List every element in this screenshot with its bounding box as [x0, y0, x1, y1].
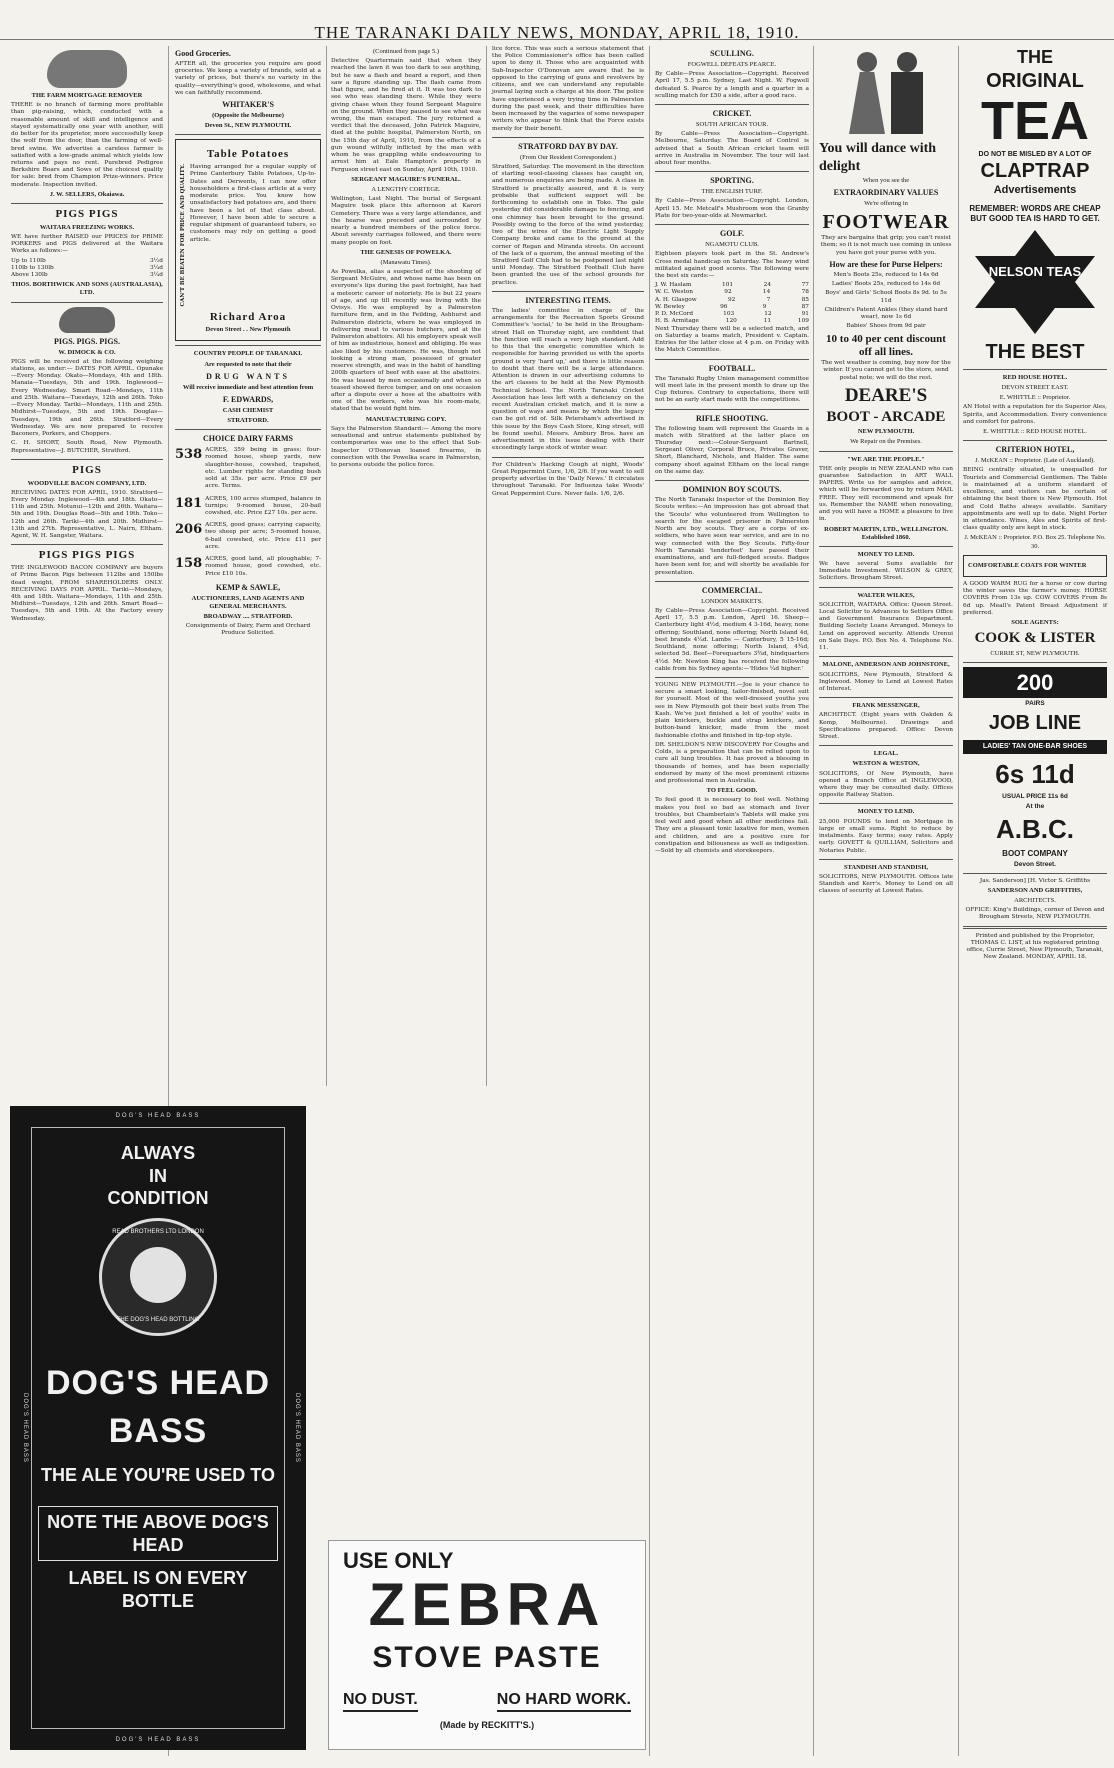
- sporting-heading: SPORTING.: [710, 176, 754, 186]
- farm-signature: J. W. SELLERS, Okaiawa.: [49, 190, 125, 198]
- kemp-footer: Consignments of Dairy, Farm and Orchard Produce Solicited.: [185, 623, 311, 637]
- coats-text: A GOOD WARM RUG for a horse or cow during the winter saves the farmer's money. HORSE COVERS From 13s up. COW COVERS From 8s 6d up. Meall's Patent Breast Adjustment if preferred.: [963, 580, 1107, 616]
- dance-extraordinary: EXTRAORDINARY VALUES: [833, 188, 939, 198]
- drug-heading: COUNTRY PEOPLE OF TARANAKI.: [193, 350, 303, 358]
- dairy-item: 158 ACRES, good land, all ploughable; 7-roomed house, good cowshed, etc. Price £10 10s.: [175, 556, 321, 577]
- tea-misled: DO NOT BE MISLED BY A LOT OF: [978, 150, 1092, 158]
- people-text: THE only people in NEW ZEALAND who can guarantee Satisfaction in ART WALL PAPERS. Write us for samples and advice, which will be forwarded you by return MAIL FREE. They will recommend and speak for us. Remember the NAME when renovating, and you will have a HOME a pleasure to live in.: [819, 465, 953, 523]
- zebra-stove-paste-ad: [328, 1540, 646, 1750]
- drug-text: Are requested to note that their: [204, 360, 292, 368]
- golf-text: Eighteen players took part in the St. Andrew's Cross medal handicap on Saturday. The heavy wind militated against good scores. The following were the best six cards:—: [655, 251, 809, 280]
- coats-box: [963, 555, 1107, 577]
- scouts-text: The North Taranaki Inspector of the Dominion Boy Scouts writes:—An impression has got abroad that the 'Scouts' who volunteered from Wellington to search for the escaped prisoner in Palmerston North are boy scouts. They are a corps of ex-soldiers, who have seen war service, and are in no way connected with the Boy Scouts. Fifty-four North Taranaki 'tenderfeet' have passed their examinations, and are full-fledged scouts. Badges have been sent for, and will shortly be available for presentation.: [655, 497, 809, 576]
- purse-item: Babies' Shoes from 9d pair: [846, 323, 926, 330]
- police-text: lice force. This was such a serious statement that the Police Commissioner's office has been called upon to deny it. Those who are acquainted with Sub-Inspector O'Donovan are aware that he is opposed to the carrying of guns and revolvers by citizens, and we can understand any reputable journal laying such a charge at his door. The police have experienced a very trying time in Palmerston during the past week, and their difficulties have been increased by the vagaries of some newspaper writers who appear to think that the Force exists merely for their benefit.: [492, 46, 644, 132]
- potatoes-heading: Table Potatoes: [206, 148, 290, 161]
- golf-row: J. W. Haslam 101 24 77: [655, 282, 809, 289]
- tea-ad: [963, 46, 1107, 365]
- job-at: At the: [1025, 802, 1045, 810]
- discount-heading: 10 to 40 per cent discount off all lines.: [826, 332, 946, 359]
- pigs-sub-1: WAITARA FREEZING WORKS.: [39, 223, 135, 231]
- cook-lister: COOK & LISTER: [974, 630, 1096, 647]
- drug-name: F. EDWARDS,: [222, 394, 274, 404]
- cricket-sub: SOUTH AFRICAN TOUR.: [695, 121, 769, 129]
- money-text: We have several Sums available for Immediate Investment. WILSON & GREY, Solicitors. Brougham Street.: [819, 560, 953, 582]
- dog-head-icon: [130, 1247, 186, 1303]
- job-usual: USUAL PRICE 11s 6d: [1002, 792, 1068, 800]
- deares-heading: DEARE'S: [844, 384, 928, 406]
- purse-item: Ladies' Boots 25s, reduced to 14s 6d: [831, 281, 941, 288]
- copy-heading: MANUFACTURING COPY.: [365, 415, 447, 423]
- bass-condition: CONDITION: [107, 1188, 209, 1208]
- dairy-item: 538 ACRES, 359 being in grass; four-roomed house, sheep yards, new slaughter-house, cowshed, trapshed, etc. Lumber rights for standing bush sold at 35s. per acre. Price £9 per acre. Terms.: [175, 447, 321, 490]
- pigs-signature-2: C. H. SHORT, South Road, New Plymouth. Representative—J. BUTCHER, Stratford.: [11, 440, 163, 454]
- column-2: [172, 46, 324, 1186]
- pigs-heading-1: PIGS PIGS: [55, 208, 119, 221]
- drug-sub: CASH CHEMIST: [222, 406, 274, 414]
- people-signature: ROBERT MARTIN, LTD., WELLINGTON. Established 1860.: [824, 525, 948, 541]
- zebra-maker: (Made by RECKITT'S.): [439, 1720, 535, 1730]
- kemp-address: BROADWAY .... STRATFORD.: [203, 613, 293, 621]
- job-pairs: PAIRS: [1025, 700, 1045, 708]
- pigs-heading-4: PIGS PIGS PIGS: [38, 549, 136, 562]
- column-5: [652, 46, 812, 1756]
- red-house-prop: E. WHITTLE :: Proprietor.: [999, 394, 1071, 402]
- pigs-heading-3: PIGS: [72, 463, 102, 476]
- purse-item: Men's Boots 25s, reduced to 14s 6d: [833, 271, 939, 278]
- tea-advertisements: Advertisements: [993, 184, 1077, 197]
- discount-text: The wet weather is coming, buy now for the winter. If you cannot get to the store, send postal note; we will do the rest.: [821, 360, 951, 381]
- coats-agents: SOLE AGENTS:: [1011, 618, 1059, 626]
- deares-town: NEW PLYMOUTH.: [857, 428, 915, 436]
- sporting-text: By Cable—Press Association—Copyright. London, April 15. Mr. Metcalf's Mushroom won the Granby Plate for two-year-olds at Newmarket.: [655, 198, 809, 219]
- arch-text: OFFICE: King's Buildings, corner of Devon and Brougham Streets, NEW PLYMOUTH.: [965, 907, 1105, 921]
- legal-heading: LEGAL.: [873, 750, 899, 758]
- potatoes-box: [175, 139, 321, 341]
- dairy-item: 206 ACRES, good grass; carrying capacity, two sheep per acre; 5-roomed house, 6-bail cowshed, etc. Price £11 per acre.: [175, 522, 321, 550]
- wilkes-heading: WALTER WILKES,: [857, 591, 915, 599]
- cricket-text: By Cable—Press Association—Copyright. Melbourne, Saturday. The Board of Control is advised that a South African cricket team will arrive in Australia in November. The tour will last about four months.: [655, 131, 809, 167]
- continued-note: (Continued from page 5.): [372, 48, 440, 55]
- bass-title: BASS: [108, 1411, 208, 1450]
- dancers-illustration: [819, 48, 953, 138]
- pigs-firm-3: WOODVILLE BACON COMPANY, LTD.: [27, 479, 147, 487]
- farm-text: THERE is no branch of farming more profitable than pig-raising, which, conducted with a reasonable amount of skill and intelligence and stayed systematically one year with another, will do better for its proprietor, more successfully keep the wolf from the door, than the farming of well-bred swine. We advertise a careless farmer is satisfied with a low-grade animal which yields low returns and pays no rent. Purebred Pedigree Berkshire Boars and Sows of the choicest quality for sale: bred from Champion Prize-winners. Price moderate. Inspection invited.: [11, 102, 163, 188]
- criterion-heading: CRITERION HOTEL,: [995, 445, 1075, 455]
- zebra-no-hard-work: NO HARD WORK.: [497, 1690, 631, 1712]
- sheldon-text: DR. SHELDON'S NEW DISCOVERY For Coughs and Colds, is a preparation that can be relied upon to cure all lung troubles. It has proved a blessing in thousands of homes, and has been especially endorsed by many of the most prominent citizens and professional men in Australia.: [655, 741, 809, 785]
- potatoes-side: CAN'T BE BEATEN FOR PRICE AND QUALITY.: [180, 164, 186, 307]
- pigs-text-3: RECEIVING DATES FOR APRIL, 1910. Stratford—Every Monday. Inglewood—4th and 18th. Okato—11th and 25th. Motunui—12th and 26th. Waitara—5th and 19th. Douglas Road—5th and 19th. Toko—12th and 26th. Tariki—4th and 20th. Midhirst—13th and 27th. Representative, L. Nairn, Eltham. Agent, W. H. Sangster, Waitara.: [11, 489, 163, 540]
- feel-good-text: To feel good it is necessary to feel well. Nothing makes you feel so bad as stomach and liver troubles, but Chamberlain's Tablets will make you feel well and good when all other medicines fail. They are a pleasant tonic laxative for men, women and children, and are a positive cure for constipation and biliousness as well as indigestion.—Sold by all chemists and storekeepers.: [655, 797, 809, 855]
- criterion-text: BEING centrally situated, is unequalled for Tourists and Commercial Gentlemen. The Table is maintained at a uniform standard of excellence, and visitors can be certain of obtaining the best there is New Plymouth. Hot and Cold Baths always available. Sanitary appointments are well up to date. Night Porter in attendance. Wines, Ales and Spirits of first-class quality only are kept in stock.: [963, 467, 1107, 532]
- golf-row: P. D. McCord 103 12 91: [655, 311, 809, 318]
- rifle-heading: RIFLE SHOOTING.: [695, 413, 768, 423]
- pig-illustration: [47, 50, 127, 88]
- criterion-footer: J. McKEAN :: Proprietor. P.O. Box 25. Telephone No. 30.: [964, 534, 1106, 550]
- bass-note: NOTE THE ABOVE DOG'S HEAD: [38, 1506, 278, 1561]
- stratford-sub: (From Our Resident Correspondent.): [519, 153, 617, 161]
- whitakers-sub: (Opposite the Melbourne): [212, 112, 284, 120]
- pigs-heading-2: PIGS. PIGS. PIGS.: [53, 336, 120, 346]
- job-shoes: LADIES' TAN ONE-BAR SHOES: [963, 740, 1107, 755]
- golf-row: H. B. Armitage 120 11 109: [655, 318, 809, 325]
- pig-illustration-small: [59, 307, 115, 333]
- job-price: 6s 11d: [995, 759, 1075, 790]
- arch-names: Jas. Sanderson] [H. Victor S. Griffiths: [979, 877, 1091, 884]
- pigs-signature-1: THOS. BORTHWICK AND SONS (AUSTRALASIA), LTD.: [11, 281, 163, 297]
- lend-text: 25,000 POUNDS to lend on Mortgage in large or small sums. Right to reduce by instalments. Easy terms; easy rates. Apply early. GOVETT & QUILLIAM, Solicitors and Notaries Public.: [819, 818, 953, 854]
- pigs-text-2: PIGS will be received at the following weighing stations, as under:— DATES FOR APRIL. Opunake—Every Monday. Okato—Mondays, 4th and 18th. Manaia—Tuesdays, 5th and 19th. Inglewood—Every Wednesday. Smart Road—Mondays, 11th and 25th. Waitara—Tuesdays, 12th and 26th. Toko—Every Monday. Tariki—Mondays, 11th and 25th. Midhirst—Tuesdays, 5th and 19th. Douglas—Tuesdays, 19th and 26th. Stratford—Every Wednesday. We are now prepared to receive Baconers, Porkers, and Choppers.: [11, 358, 163, 438]
- arch-firm: SANDERSON AND GRIFFITHS,: [987, 886, 1083, 894]
- pigs-text-1: WE have further RAISED our PRICES for PRIME PORKERS and PIGS delivered at the Waitara Works as follows:—: [11, 233, 163, 255]
- stratford-text: Stratford, Saturday. The movement in the direction of starting wool-classing classes has caught on, and numerous enquiries are being made. A class in Stratford is practically assured, and it is very probable that sufficient support will be forthcoming to establish one in Toko. The gale yesterday did considerable damage to fencing, and one chimney has been brought to the ground. Possibly owing to the force of the wind yesterday, two of the wires of the Electric Light Supply Company broke and came to the ground at the corner of Regan and Miranda streets. On account of the lack of a quorum, the annual meeting of the Stratford Golf Club had to be postponed last night until Monday. The Stratford Football Club have been granted the use of the school grounds for practice.: [492, 163, 644, 286]
- tea-big: TEA: [981, 90, 1089, 151]
- deares-arcade: BOOT - ARCADE: [826, 408, 946, 425]
- sporting-sub: THE ENGLISH TURF.: [701, 188, 763, 196]
- drug-text-2: Will receive immediate and best attention from: [182, 383, 314, 391]
- golf-row: A. H. Glasgow 92 7 85: [655, 296, 809, 303]
- purse-item: Children's Patent Ankles (they stand hard wear), now 1s 6d: [824, 306, 948, 321]
- copy-text: Says the Palmerston Standard:— Among the more sensational and untrue statements published by contemporaries was one to the effect that Sub-Inspector O'Donovan loaned firearms, in connection with the Powelka scare in Palmerston, to persons outside the police force.: [331, 425, 481, 468]
- golf-sub: NGAMOTU CLUB.: [705, 241, 759, 249]
- masthead: THE TARANAKI DAILY NEWS, MONDAY, APRIL 18, 1910.: [0, 0, 1114, 40]
- pigs-firm-2: W. DIMOCK & CO.: [58, 348, 116, 356]
- cricket-heading: CRICKET.: [712, 109, 752, 119]
- funeral-subheading: A LENGTHY CORTEGE.: [371, 186, 441, 193]
- column-6: [816, 46, 956, 1756]
- purse-item: Boys' and Girls' School Boots 8s 9d. to 5s 11d: [825, 290, 947, 304]
- weston-text: SOLICITORS, Of New Plymouth, have opened a Branch Office at INGLEWOOD, where they may be consulted daily. Offices opposite Railway Station.: [819, 770, 953, 799]
- dance-heading: You will dance with delight: [819, 141, 937, 174]
- dairy-heading: CHOICE DAIRY FARMS: [203, 434, 293, 444]
- malone-heading: MALONE, ANDERSON AND JOHNSTONE,: [822, 661, 950, 669]
- powelka-heading: THE GENESIS OF POWELKA.: [360, 248, 452, 256]
- column-4: [489, 46, 647, 1086]
- funeral-heading: SERGEANT MAGUIRE'S FUNERAL.: [351, 175, 461, 183]
- coats-heading: COMFORTABLE COATS FOR WINTER: [968, 561, 1087, 569]
- standish-heading: STANDISH AND STANDISH,: [843, 863, 929, 871]
- red-house-heading: RED HOUSE HOTEL.: [1002, 374, 1068, 381]
- red-house-footer: E. WHITTLE :: RED HOUSE HOTEL.: [983, 428, 1087, 436]
- cook-lister-address: CURRIE ST, NEW PLYMOUTH.: [990, 649, 1080, 657]
- abc-name: A.B.C.: [996, 814, 1074, 845]
- sculling-text: By Cable—Press Association—Copyright. Received April 17, 5.5 p.m. Sydney, Last Night. W. Fogwell defeated S. Pearce by a length and a quarter in a sculling match for £50 a side, after a good race.: [655, 71, 809, 99]
- bass-dogs-head: DOG'S HEAD: [46, 1363, 270, 1402]
- arch-sub: ARCHITECTS.: [1014, 897, 1056, 905]
- dogs-head-bass-ad: DOG'S HEAD BASS DOG'S HEAD BASS DOG'S HEAD BASS DOG'S HEAD BASS ALWAYS IN CONDITION READ BROTHERS LTD LONDON THE DOG'S HEAD BOTTLING DOG'S HEAD BASS THE ALE YOU'RE USED TO NOTE THE ABOVE DOG'S HEAD LABEL IS ON EVERY BOTTLE: [10, 1106, 306, 1750]
- powelka-text: As Powelka, alias a suspected of the shooting of Sergeant McGuire, and whose name has been on everyone's lips during the past fortnight, has had a meteoric career of notoriety. He is but 22 years of age, and up till recently was living with the Ovisys. He was employed by a Palmerston furniture firm, and in the Feilding, Ashhurst and Palmerston districts, where he was employed in delivering meat to various butchers, and at the Palmerston abattoirs. All his employers speak well of him as industrious, honest and obliging. He was also liked by his customers. He was, though not looking a strong man, possessed of greater reserve strength, and was in the habit of handling 200lb quarters of beef with ease at the abattoirs. He was teased by men occasionally and when so teased showed fierce temper, and on one occasion after a dispute over a hose at the abattoirs with one of the workers, who was his room-mate, stated that he would fight him.: [331, 269, 481, 413]
- rifle-text: The following team will represent the Guards in a match with Stratford at the latter place on Thursday next:—Colour-Sergeant Bartnell, Sergeant Oliver, Corporal Bruce, Privates Graver, Short, Blanchard, Nichols, and Halder. The same company shoot against Eltham on the local range on the same day.: [655, 425, 809, 475]
- red-house-sub: DEVON STREET EAST.: [1001, 384, 1069, 392]
- red-house-text: AN Hotel with a reputation for its Superior Ales, Spirits, and Accommodation. Every convenience and comfort for patrons.: [963, 404, 1107, 425]
- tea-claptrap: CLAPTRAP: [980, 160, 1090, 183]
- aroa-name: Richard Aroa: [209, 310, 287, 323]
- frank-heading: FRANK MESSENGER,: [852, 702, 920, 710]
- pigs-text-4: THE INGLEWOOD BACON COMPANY are buyers of Prime Bacon Pigs between 112lbs and 150lbs dead weight, FROM SHAREHOLDERS ONLY. RECEIVING DAYS FOR APRIL. Tariki—Mondays, 4th and 18th. Waitara—Mondays, 11th and 25th. Midhirst—Tuesdays, 12th and 26th. Smart Road—Tuesdays, 5th and 19th. At the Factory every Wednesday.: [11, 565, 163, 622]
- potatoes-text: Having arranged for a regular supply of Prime Canterbury Table Potatoes, Up-to-Dates and Derwents, I can now offer householders a first-class article at a very moderate price. You know how unsatisfactory bad potatoes are, and there have been a lot of that class about. However, I have been able to secure a regular shipment of guaranteed tubers, so customers may rely on getting a good article.: [189, 164, 316, 243]
- drug-wants: DRUG WANTS: [206, 371, 290, 381]
- aroa-address: Devon Street . . New Plymouth: [205, 326, 291, 334]
- powelka-source: (Manawatu Times).: [380, 258, 432, 266]
- deares-footer: We Repair on the Premises.: [850, 438, 922, 446]
- commercial-text: By Cable—Press Association—Copyright. Received April 17, 5.5 p.m. London, April 16. Sheep—Canterbury light 4½d, medium 4 3-16d, heavy, none offering; Southland, none offering; North Island 4d, best brands 4¼d. Lambs — Canterbury, 5 15-16d; Southland, none offering; North Island, 4¾d, selected 5d. Beef—Forequarters 3¾d, hindquarters 4½d. Mr. Newton King has received the following cable from his Sydney agents:—'Hides ¼d higher.': [655, 607, 809, 672]
- funeral-text: Wellington, Last Night. The burial of Sergeant Maguire took place this afternoon at Karori Cemetery. There was a very large attendance, and the hearse was preceded and surrounded by nearly a hundred members of the police force. About seventy carriages followed, and there were many people on foot.: [331, 196, 481, 246]
- zebra-no-dust: NO DUST.: [343, 1690, 418, 1712]
- lend-heading: MONEY TO LEND.: [857, 808, 915, 816]
- whitakers-name: WHITAKER'S: [222, 100, 274, 110]
- tea-the: THE: [1017, 47, 1053, 67]
- sculling-heading: SCULLING.: [710, 49, 754, 58]
- kemp-name: KEMP & SAWLE,: [215, 582, 281, 592]
- article-text-1: Detective Quartermain said that when they reached the lawn it was too dark to see anything, but he saw a flash and heard a report, and then saw a figure standing up. The flash came from that figure, and he fired at it. It was too dark to see who was standing there. While they were giving chase when they found Sergeant Maguire on the ground. When they paused to see what was wrong, the man escaped. The jury returned a verdict that the deceased, John Patrick Maguire, died at the public hospital, Palmerston North, on the 15th day of April, 1910, from the effects of a gun wound wilfully inflicted by the man with whom he was grappling while endeavouring to arrest him at Eale Hampton's property in Ferguson street east on Sunday, April 10th, 1910.: [331, 58, 481, 173]
- dance-sub: When you see the: [862, 177, 910, 184]
- farm-caption: THE FARM MORTGAGE REMOVER: [31, 92, 143, 99]
- tea-remember: REMEMBER: WORDS ARE CHEAP BUT GOOD TEA IS HARD TO GET.: [969, 204, 1101, 223]
- items-heading: INTERESTING ITEMS.: [525, 295, 611, 305]
- bass-label: LABEL IS ON EVERY BOTTLE: [68, 1568, 248, 1611]
- bass-always: ALWAYS: [120, 1143, 196, 1163]
- column-7: [960, 46, 1110, 1756]
- tea-original: ORIGINAL: [986, 69, 1084, 92]
- dairy-item: 181 ACRES, 100 acres stumped, balance in turnips; 9-roomed house, 20-bail cowshed, etc. Price £27 10s. per acre.: [175, 495, 321, 516]
- stratford-heading: STRATFORD DAY BY DAY.: [518, 141, 618, 151]
- whitakers-address: Devon St., NEW PLYMOUTH.: [204, 122, 292, 130]
- job-number: 200: [963, 667, 1107, 699]
- dogs-head-seal: READ BROTHERS LTD LONDON THE DOG'S HEAD BOTTLING: [99, 1218, 217, 1336]
- purse-heading: How are these for Purse Helpers:: [829, 259, 943, 269]
- imprint: Printed and published by the Proprietor, THOMAS C. LIST, at his registered printing office, Currie Street, New Plymouth, Taranaki, New Zealand. MONDAY, APRIL 18.: [966, 932, 1104, 961]
- abc-sub: BOOT COMPANY: [1002, 848, 1068, 858]
- footwear-text: They are bargains that grip; you can't resist them; so it is not much use coming in unless you have got your purse with you.: [820, 235, 952, 256]
- golf-text-2: Next Thursday there will be a selected match, and on Saturday a teams match, President v. Captain. Entries for the latter close at 4 p.m. on Friday with the Match Committee.: [655, 325, 809, 354]
- bass-in: IN: [149, 1165, 167, 1186]
- zebra-use-only: USE ONLY: [343, 1548, 454, 1573]
- price-row: 110lb to 130lb 3¼d: [11, 264, 163, 271]
- zebra-title: ZEBRA: [368, 1570, 606, 1638]
- price-row: Above 130lb 3¼d: [11, 272, 163, 279]
- groceries-text: AFTER all, the groceries you require are good groceries. We keep a variety of brands, sold at a variety of prices, but there's no variety in the quality—everything's good, wholesome, and what we can faithfully recommend.: [175, 61, 321, 96]
- bass-ale: THE ALE YOU'RE USED TO: [41, 1464, 275, 1485]
- weston-heading: WESTON & WESTON,: [852, 760, 920, 768]
- items-text: The ladies' committee in charge of the arrangements for the Recreation Sports Ground Committee's 'social,' to be held in the Brougham-street Hall on Thursday night, are confident that the function will reach a very high standard. Add to this that the energetic committee which is responsible for having provided us with the sports ground is very 'hard up,' and there is little reason to doubt that there will be a large attendance. Attention is drawn in our advertising columns to the art classes to be held at the New Plymouth Technical School. The North Taranaki Cricket Association has less left with a deficiency on the recent Australian cricket match, and it is now a question of ways and means by which the legacy can be got rid of. Silk Petersham's advertised in this issue by the Boys Cash Store, King street, will be found useful. Messrs. Ambury Bros. have an advertisement in this issue dealing with their exceedingly large stock of winter wear.: [492, 307, 644, 452]
- money-heading: MONEY TO LEND.: [857, 550, 915, 558]
- football-heading: FOOTBALL.: [708, 363, 756, 373]
- drug-town: STRATFORD.: [227, 416, 269, 424]
- footwear-heading: FOOTWEAR: [822, 211, 950, 234]
- abc-address: Devon Street.: [1014, 860, 1056, 868]
- dance-offer: We're offering in: [864, 200, 908, 208]
- commercial-sub: LONDON MARKETS.: [701, 597, 763, 605]
- scouts-heading: DOMINION BOY SCOUTS.: [682, 485, 782, 495]
- kemp-sub: AUCTIONEERS, LAND AGENTS AND GENERAL MERCHANTS.: [191, 594, 305, 610]
- groceries-heading: Good Groceries.: [175, 49, 231, 58]
- sculling-sub: FOGWELL DEFEATS PEARCE.: [687, 61, 777, 68]
- tea-best: THE BEST: [985, 341, 1085, 363]
- golf-row: W. C. Weston 92 14 78: [655, 289, 809, 296]
- football-text: The Taranaki Rugby Union management committee will meet late in the present month to draw up the Cup fixtures. Contrary to expectations, there will not be an early start made with the competitions.: [655, 375, 809, 404]
- standish-text: SOLICITORS, NEW PLYMOUTH. Offices late Standish and Kerr's. Money to Lend on all classes of security at Lowest Rates.: [819, 873, 953, 895]
- golf-row: W. Bewley 96 9 87: [655, 303, 809, 310]
- cough-text: For Children's Hacking Cough at night, Woods' Great Peppermint Cure, 1/6, 2/6. If you want to sell property advertise in the 'Daily News.' It circulates throughout Taranaki. For Influenza take Woods' Great Peppermint Cure. Never fails. 1/6, 2/6.: [492, 461, 644, 497]
- criterion-prop: J. McKEAN :: Proprietor. (Late of Auckland).: [975, 457, 1095, 465]
- wilkes-text: SOLICITOR, WAITARA. Office: Queen Street. Local Solicitor to Advances to Settlers Office and Government Insurance Department. Building Society Loans Arranged. Moneys to Lend on approved security. Attends Urenui on Sale Days. P.O. Box No. 4. Telephone No. 11.: [819, 601, 953, 652]
- commercial-heading: COMMERCIAL.: [701, 585, 763, 595]
- column-3: [328, 46, 484, 1046]
- golf-heading: GOLF.: [720, 229, 744, 239]
- nelson-teas-star-icon: NELSON TEAS: [975, 230, 1095, 334]
- zebra-stove-paste: STOVE PASTE: [372, 1640, 602, 1674]
- frank-text: ARCHITECT. (Eight years with Oakden & Kemp, Melbourne). Drawings and Specifications prepared. Office: Devon Street.: [819, 712, 953, 741]
- price-row: Up to 110lb 3½d: [11, 257, 163, 264]
- malone-text: SOLICITORS, New Plymouth, Stratford & Inglewood. Money to Lend at Lowest Rates of Interest.: [819, 671, 953, 692]
- people-heading: "WE ARE THE PEOPLE.": [847, 455, 925, 463]
- job-line: JOB LINE: [988, 711, 1082, 734]
- feel-good-heading: TO FEEL GOOD.: [706, 787, 758, 795]
- young-np-text: YOUNG NEW PLYMOUTH.—Joe is your chance to secure a smart looking, tailor-finished, novel suit for yourself. Most of the well-dressed youths you see in New Plymouth got their best suits from The Kash. We've just finished a lot of youths' suits in plain knickers, buckle and strap knickers, and button-band knicker, made from the most fashionable cloths and finished in tip-top style.: [655, 681, 809, 739]
